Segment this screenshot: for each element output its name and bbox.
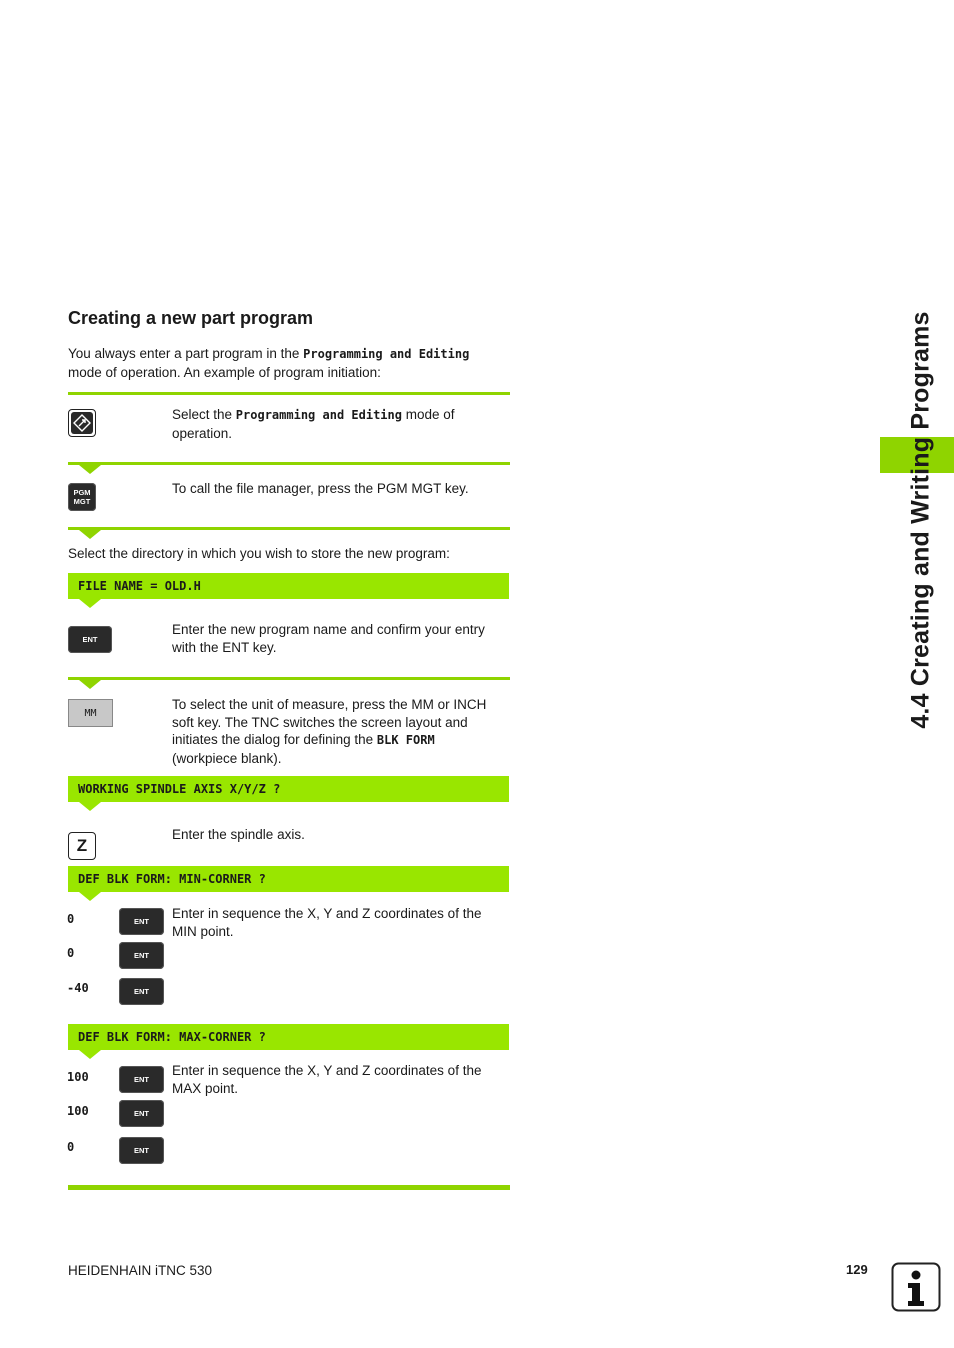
max-text: [172, 1062, 512, 1097]
step1-text-c: operation.: [172, 425, 233, 441]
dialog-max-corner: DEF BLK FORM: MAX-CORNER ?: [68, 1024, 509, 1050]
page-number: 129: [846, 1262, 868, 1277]
pgm-mgt-key-line2: MGT: [73, 497, 91, 506]
step1-code: Programming and Editing: [235, 408, 402, 422]
ent-key[interactable]: ENT: [119, 942, 164, 969]
min-z-value: -40: [67, 981, 89, 995]
programming-mode-key[interactable]: [68, 409, 96, 437]
step1-text-a: Select the: [172, 407, 236, 422]
step-z-text: Enter the spindle axis.: [172, 827, 305, 842]
max-text-b: MAX point.: [172, 1080, 239, 1096]
max-x-value: 100: [67, 1070, 89, 1084]
flow-arrow: [79, 599, 101, 608]
flow-arrow: [79, 680, 101, 689]
programming-mode-icon: [71, 412, 93, 434]
dialog-spindle-axis: WORKING SPINDLE AXIS X/Y/Z ?: [68, 776, 509, 802]
footer-product: HEIDENHAIN iTNC 530: [68, 1263, 213, 1278]
min-text-a: Enter in sequence the X, Y and Z coordinates of the: [172, 906, 482, 921]
ent-key[interactable]: ENT: [119, 1137, 164, 1164]
info-icon: [891, 1262, 941, 1312]
flow-arrow: [79, 1050, 101, 1059]
step-mm-text: [172, 696, 512, 767]
divider-rule: [68, 677, 510, 680]
step2-text: To call the file manager, press the PGM MGT key.: [172, 481, 469, 496]
flow-arrow: [79, 892, 101, 901]
intro-text-a: You always enter a part program in the: [68, 346, 304, 361]
divider-rule: [68, 392, 510, 395]
flow-arrow: [79, 802, 101, 811]
dialog-min-corner: DEF BLK FORM: MIN-CORNER ?: [68, 866, 509, 892]
divider-rule: [68, 462, 510, 465]
step1-text-b: mode of: [401, 407, 455, 422]
directory-text: Select the directory in which you wish to store the new program:: [68, 546, 450, 561]
flow-arrow: [79, 530, 101, 539]
flow-arrow: [79, 465, 101, 474]
divider-rule: [68, 527, 510, 530]
max-text-a: Enter in sequence the X, Y and Z coordinates of the: [172, 1063, 482, 1078]
step-mm-line2: soft key. The TNC switches the screen layout and: [172, 714, 468, 730]
max-y-value: 100: [67, 1104, 89, 1118]
min-text: [172, 905, 512, 940]
step1-text: [172, 406, 512, 442]
pgm-mgt-key-line1: PGM: [73, 488, 91, 497]
step-ent-text-b: with the ENT key.: [172, 639, 277, 655]
min-text-b: MIN point.: [172, 923, 234, 939]
step-mm-line1: To select the unit of measure, press the MM or INCH: [172, 697, 487, 712]
ent-key[interactable]: ENT: [119, 1100, 164, 1127]
step-mm-line4: (workpiece blank).: [172, 750, 282, 766]
dialog-file-name: FILE NAME = OLD.H: [68, 573, 509, 599]
section-title: Creating a new part program: [68, 308, 314, 328]
max-z-value: 0: [67, 1140, 75, 1154]
end-rule: [68, 1185, 510, 1190]
min-x-value: 0: [67, 912, 75, 926]
step-ent-text-a: Enter the new program name and confirm your entry: [172, 622, 485, 637]
mm-softkey[interactable]: MM: [68, 699, 113, 727]
step-mm-code: BLK FORM: [376, 733, 435, 747]
ent-key[interactable]: ENT: [119, 978, 164, 1005]
intro-code: Programming and Editing: [303, 347, 470, 361]
chapter-side-title: 4.4 Creating and Writing Programs: [906, 311, 935, 729]
ent-key[interactable]: ENT: [68, 626, 112, 653]
step-ent-text: [172, 621, 512, 656]
pgm-mgt-key[interactable]: [68, 483, 96, 511]
min-y-value: 0: [67, 946, 75, 960]
ent-key[interactable]: ENT: [119, 908, 164, 935]
ent-key[interactable]: ENT: [119, 1066, 164, 1093]
intro-text-b: mode of operation. An example of program initiation:: [68, 364, 381, 380]
intro-paragraph: [68, 345, 510, 381]
z-axis-key[interactable]: Z: [68, 832, 96, 860]
step-mm-line3-a: initiates the dialog for defining the: [172, 732, 377, 747]
